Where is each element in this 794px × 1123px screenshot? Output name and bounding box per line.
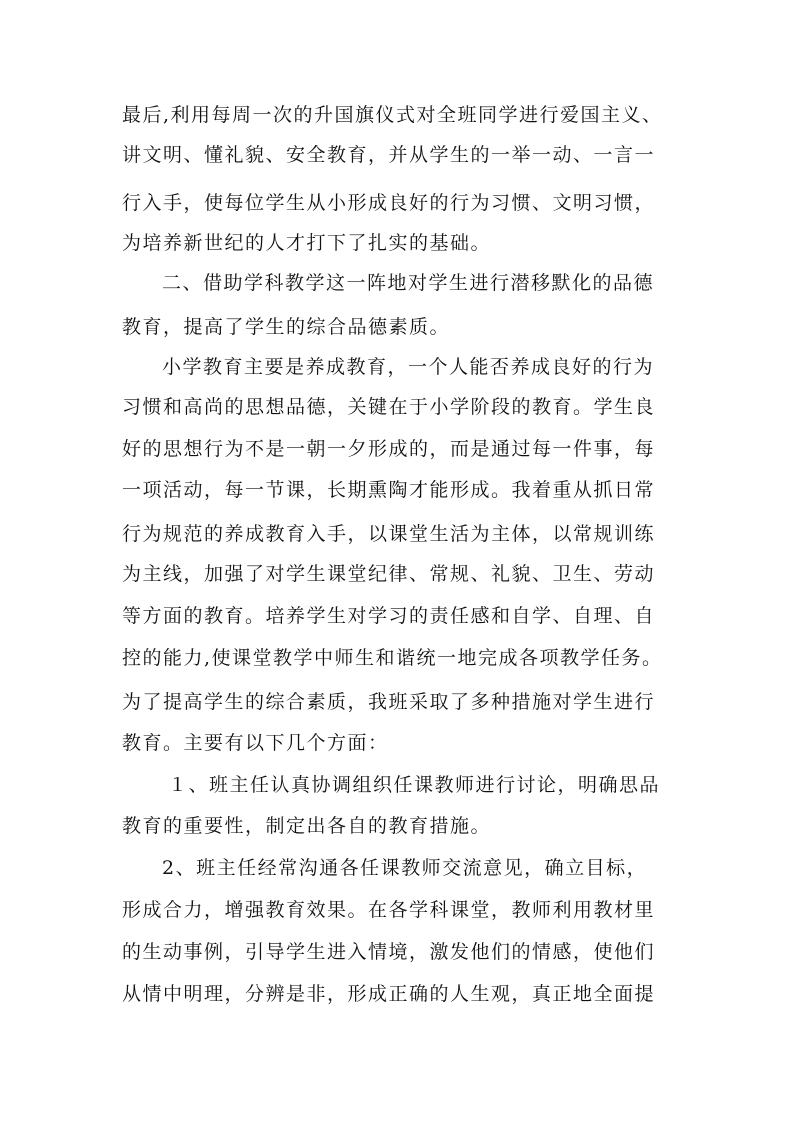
text-line: 习惯和高尚的思想品德，关键在于小学阶段的教育。学生良 <box>122 396 656 418</box>
text-line: １、班主任认真协调组织任课教师进行讨论，明确思品 <box>168 774 661 796</box>
text-line: 等方面的教育。培养学生对学习的责任感和自学、自理、自 <box>122 605 656 627</box>
text-line: 2、班主任经常沟通各任课教师交流意见，确立目标， <box>162 857 648 879</box>
text-line: 好的思想行为不是一朝一夕形成的，而是通过每一件事，每 <box>122 438 656 460</box>
text-line: 教育的重要性，制定出各自的教育措施。 <box>122 815 492 837</box>
text-line: 为培养新世纪的人才打下了扎实的基础。 <box>122 232 492 254</box>
text-line: 最后,利用每周一次的升国旗仪式对全班同学进行爱国主义、 <box>122 104 663 126</box>
text-line: 二、借助学科教学这一阵地对学生进行潜移默化的品德 <box>162 272 655 294</box>
text-line: 为了提高学生的综合素质，我班采取了多种措施对学生进行 <box>122 691 656 713</box>
text-line: 教育，提高了学生的综合品德素质。 <box>122 316 451 338</box>
text-line: 教育。主要有以下几个方面： <box>122 732 389 754</box>
text-line: 行入手，使每位学生从小形成良好的行为习惯、文明习惯， <box>122 192 656 214</box>
text-line: 小学教育主要是养成教育，一个人能否养成良好的行为 <box>162 356 655 378</box>
text-line: 形成合力，增强教育效果。在各学科课堂，教师利用教材里 <box>122 899 656 921</box>
text-line: 从情中明理，分辨是非，形成正确的人生观，真正地全面提 <box>122 983 656 1005</box>
text-line: 一项活动，每一节课，长期熏陶才能形成。我着重从抓日常 <box>122 479 656 501</box>
text-line: 讲文明、懂礼貌、安全教育，并从学生的一举一动、一言一 <box>122 144 656 166</box>
text-line: 的生动事例，引导学生进入情境，激发他们的情感，使他们 <box>122 941 656 963</box>
text-line: 行为规范的养成教育入手，以课堂生活为主体，以常规训练 <box>122 523 656 545</box>
text-line: 为主线，加强了对学生课堂纪律、常规、礼貌、卫生、劳动 <box>122 563 656 585</box>
text-line: 控的能力,使课堂教学中师生和谐统一地完成各项教学任务。 <box>122 647 663 669</box>
